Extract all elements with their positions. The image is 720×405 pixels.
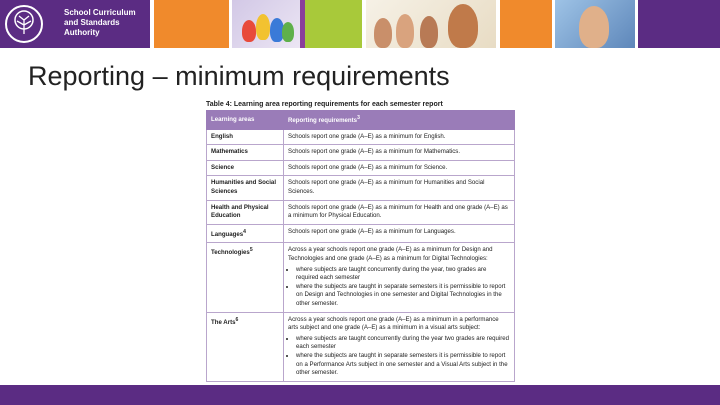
banner-tile-orange-2 bbox=[500, 0, 552, 48]
learning-area-cell bbox=[207, 312, 284, 381]
table-row bbox=[207, 200, 515, 224]
reporting-requirements-table bbox=[206, 110, 515, 382]
table-caption: Table 4: Learning area reporting requirements for each semester report bbox=[206, 101, 443, 108]
banner-photo-boy bbox=[555, 0, 635, 48]
header-reporting-requirements bbox=[284, 111, 515, 130]
table-header-row bbox=[207, 111, 515, 130]
requirement-cell bbox=[284, 176, 515, 200]
learning-area-label: Science bbox=[211, 163, 235, 171]
learning-area-label: The Arts bbox=[211, 318, 236, 326]
header-footnote-mark: 3 bbox=[357, 115, 360, 121]
logo-line-2: and Standards bbox=[64, 18, 120, 27]
requirement-bullets bbox=[288, 266, 510, 309]
table-body bbox=[207, 129, 515, 381]
learning-area-cell bbox=[207, 145, 284, 161]
table-row bbox=[207, 176, 515, 200]
requirement-text: Schools report one grade (A–E) as a minimum for Mathematics. bbox=[288, 148, 461, 156]
footnote-mark: 4 bbox=[243, 228, 246, 235]
table-row bbox=[207, 145, 515, 161]
learning-area-cell bbox=[207, 243, 284, 312]
learning-area-label: Technologies bbox=[211, 249, 250, 257]
requirement-bullet: • where the subjects are taught in separate semesters it is permissible to report on a Performance Arts subject in one semester and a Visual Arts subject in the other semester. bbox=[296, 352, 510, 378]
header-learning-areas bbox=[207, 111, 284, 130]
requirement-text: Schools report one grade (A–E) as a minimum for Languages. bbox=[288, 227, 456, 235]
logo-text bbox=[64, 8, 136, 38]
logo-line-3: Authority bbox=[64, 28, 100, 37]
header-banner bbox=[0, 0, 720, 48]
requirement-cell bbox=[284, 200, 515, 224]
learning-area-cell bbox=[207, 129, 284, 145]
logo-line-1: School Curriculum bbox=[64, 8, 136, 17]
table-row bbox=[207, 243, 515, 312]
learning-area-label: Languages bbox=[211, 230, 244, 238]
footnote-mark: 6 bbox=[235, 316, 239, 323]
requirement-text: Schools report one grade (A–E) as a minimum for Humanities and Social Sciences. bbox=[288, 179, 485, 195]
table-row bbox=[207, 129, 515, 145]
requirement-text: Across a year schools report one grade (A–E) as a minimum in a performance arts subject and one grade (A–E) as a minimum in a visual arts subject: bbox=[288, 315, 499, 332]
footer-bar bbox=[0, 385, 720, 405]
requirement-text: Schools report one grade (A–E) as a minimum for English. bbox=[288, 132, 446, 140]
requirement-text: Across a year schools report one grade (A–E) as a minimum for Design and Technologies and one grade (A–E) as a minimum for Digital Technologies: bbox=[288, 246, 493, 262]
requirement-bullet: • where the subjects are taught in separate semesters it is permissible to report on Design and Technologies in one semester and Digital Technologies in the other semester. bbox=[296, 283, 510, 309]
header-learning-areas-label: Learning areas bbox=[211, 115, 255, 123]
learning-area-cell bbox=[207, 200, 284, 224]
requirement-cell bbox=[284, 129, 515, 145]
learning-area-cell bbox=[207, 224, 284, 243]
requirement-cell bbox=[284, 224, 515, 243]
requirement-cell bbox=[284, 160, 515, 176]
table-row bbox=[207, 312, 515, 381]
requirement-cell bbox=[284, 243, 515, 312]
table-row bbox=[207, 160, 515, 176]
learning-area-cell bbox=[207, 160, 284, 176]
banner-photo-students bbox=[366, 0, 496, 48]
banner-photo-painted-hands bbox=[232, 0, 300, 48]
learning-area-label: Health and Physical Education bbox=[211, 203, 269, 220]
learning-area-label: English bbox=[211, 132, 234, 140]
requirement-bullet: • where subjects are taught concurrently during the year two grades are required each semester bbox=[296, 335, 510, 352]
requirement-bullets bbox=[288, 335, 510, 378]
page-title: Reporting – minimum requirements bbox=[28, 61, 450, 91]
learning-area-label: Humanities and Social Sciences bbox=[211, 179, 277, 195]
banner-tile-green bbox=[305, 0, 362, 48]
requirement-text: Schools report one grade (A–E) as a minimum for Science. bbox=[288, 163, 448, 171]
requirement-bullet: • where subjects are taught concurrently during the year, two grades are required each semester bbox=[296, 266, 510, 283]
tree-emblem-icon bbox=[5, 5, 43, 43]
requirement-cell bbox=[284, 145, 515, 161]
learning-area-cell bbox=[207, 176, 284, 200]
header-reporting-requirements-label: Reporting requirements bbox=[288, 117, 358, 125]
banner-tile-orange bbox=[154, 0, 229, 48]
requirement-text: Schools report one grade (A–E) as a minimum for Health and one grade (A–E) as a minimum for Physical Education. bbox=[288, 203, 508, 220]
scsa-logo[interactable] bbox=[0, 0, 150, 48]
learning-area-label: Mathematics bbox=[211, 148, 248, 156]
banner-tile-purple-2 bbox=[638, 0, 720, 48]
footnote-mark: 5 bbox=[249, 247, 253, 254]
table-row bbox=[207, 224, 515, 243]
requirement-cell bbox=[284, 312, 515, 381]
